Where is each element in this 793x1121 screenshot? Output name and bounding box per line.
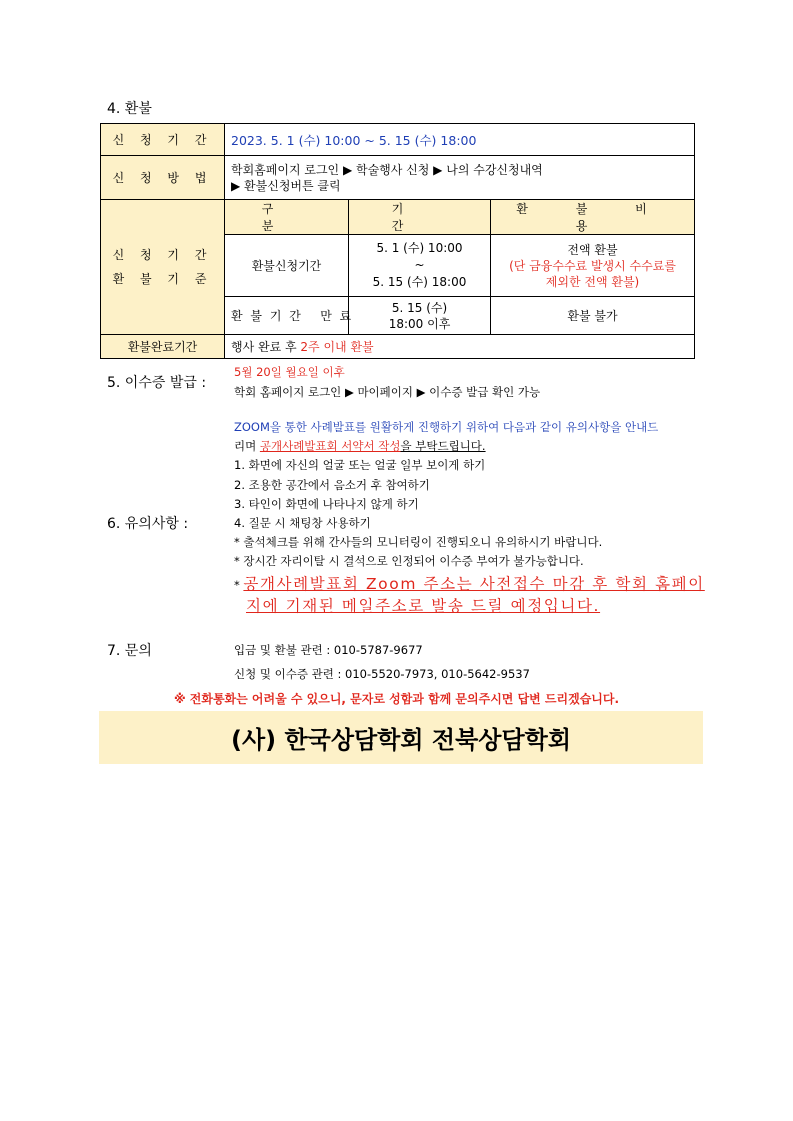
refund-period-dates <box>349 235 491 297</box>
row-application-period <box>101 124 695 156</box>
method-line-2: ▶ 환불신청버튼 클릭 <box>231 178 341 193</box>
refund-period-category: 환불신청기간 <box>225 235 349 297</box>
section-4-title: 4. 환불 <box>107 101 152 117</box>
contact-application: 신청 및 이수증 관련 : 010-5520-7973, 010-5642-9537 <box>234 667 530 681</box>
intro-post: 을 부탁드립니다. <box>400 439 486 454</box>
period-end: 5. 15 (수) 18:00 <box>372 275 467 289</box>
application-period-value: 2023. 5. 1 (수) 10:00 ~ 5. 15 (수) 18:00 <box>225 124 695 156</box>
contact-warning: ※ 전화통화는 어려울 수 있으니, 문자로 성함과 함께 문의주시면 답변 드리겠습니다. <box>173 692 620 706</box>
row-refund-completion <box>101 335 695 359</box>
section-6-title: 6. 유의사항 : <box>107 516 189 532</box>
completion-red: 2주 이내 환불 <box>300 340 374 354</box>
label-refund-criteria <box>101 200 225 335</box>
expired-cost: 환불 불가 <box>491 297 695 335</box>
note-item-2: 2. 조용한 공간에서 음소거 후 참여하기 <box>234 477 430 492</box>
intro-red: 공개사례발표회 서약서 작성 <box>259 439 401 454</box>
notes-block <box>234 418 705 617</box>
period-tilde: ~ <box>414 258 425 272</box>
completion-pre: 행사 완료 후 <box>231 340 301 354</box>
criteria-label-2: 환 불 기 준 <box>112 272 213 286</box>
label-refund-completion: 환불완료기간 <box>101 335 225 359</box>
note-item-3: 3. 타인이 화면에 나타나지 않게 하기 <box>234 496 419 511</box>
star3-mark: * <box>234 577 240 592</box>
period-start: 5. 1 (수) 10:00 <box>376 241 463 255</box>
label-application-method: 신 청 방 법 <box>101 156 225 200</box>
cost-full-refund: 전액 환불 <box>567 242 618 257</box>
organization-name: (사) 한국상담학회 전북상담학회 <box>230 726 572 754</box>
note-star-3 <box>234 573 705 595</box>
star3-line-2: 지에 기재된 메일주소로 발송 드릴 예정입니다. <box>246 596 601 615</box>
expired-date: 5. 15 (수) <box>391 300 448 315</box>
col-header-category: 구 분 <box>225 200 349 235</box>
notes-intro-2 <box>234 437 700 456</box>
method-line-1: 학회홈페이지 로그인 ▶ 학술행사 신청 ▶ 나의 수강신청내역 <box>231 162 543 177</box>
refund-completion-value <box>225 335 695 359</box>
note-star-2: * 장시간 자리이탈 시 결석으로 인정되어 이수증 부여가 불가능합니다. <box>234 554 584 569</box>
footer-banner <box>99 711 703 764</box>
section-5-title: 5. 이수증 발급 : <box>107 375 207 391</box>
expired-time: 18:00 이후 <box>388 316 451 331</box>
cost-note-1: (단 금융수수료 발생시 수수료를 <box>509 258 676 273</box>
col-header-period: 기 간 <box>349 200 491 235</box>
refund-period-cost <box>491 235 695 297</box>
cost-note-2: 제외한 전액 환불) <box>545 274 640 289</box>
note-star-3-cont <box>234 595 700 617</box>
row-criteria-header <box>101 200 695 235</box>
note-star-1: * 출석체크를 위해 간사들의 모니터링이 진행되오니 유의하시기 바랍니다. <box>234 535 603 550</box>
label-application-period: 신 청 기 간 <box>101 124 225 156</box>
refund-table <box>100 123 695 359</box>
star3-line-1: 공개사례발표회 Zoom 주소는 사전접수 마감 후 학회 홈페이 <box>243 574 705 593</box>
expired-category: 환 불 기 간 만 료 <box>225 297 349 335</box>
row-application-method <box>101 156 695 200</box>
criteria-label-1: 신 청 기 간 <box>112 248 213 262</box>
expired-period <box>349 297 491 335</box>
application-method-value <box>225 156 695 200</box>
certificate-date: 5월 20일 월요일 이후 <box>234 365 345 379</box>
col-header-cost: 환 불 비 용 <box>491 200 695 235</box>
notes-intro-1: ZOOM을 통한 사례발표를 원활하게 진행하기 위하여 다음과 같이 유의사항을 안내드 <box>234 420 659 434</box>
certificate-steps: 학회 홈페이지 로그인 ▶ 마이페이지 ▶ 이수증 발급 확인 가능 <box>234 385 541 399</box>
intro-pre: 리며 <box>234 439 260 454</box>
note-item-1: 1. 화면에 자신의 얼굴 또는 얼굴 일부 보이게 하기 <box>234 458 486 473</box>
contact-refund: 입금 및 환불 관련 : 010-5787-9677 <box>234 643 423 657</box>
section-7-title: 7. 문의 <box>107 643 152 659</box>
note-item-4: 4. 질문 시 채팅창 사용하기 <box>234 516 371 531</box>
